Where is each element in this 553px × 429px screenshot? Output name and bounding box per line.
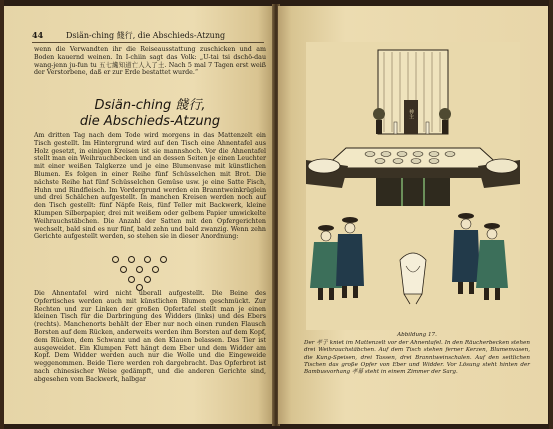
dish-dot xyxy=(160,256,167,263)
caption-text: Der 孝子 kniet im Mattenzelt vor der Ahnentafel. In den Räucherbecken stehen drei Weihrauchstäbchen. Auf dem Tisch stehen ferner Kerzen, Blumenvasen, die Kung-Speisen, drei Tassen, drei Branntweinschalen. Auf den seitlichen Tischen das große Opfer von Eber und Widder. Vor Lösung steht hinten der Bambusvorhang 孝幕 steht in einem Zimmer der Sarg. xyxy=(304,340,530,376)
dish-dot xyxy=(128,256,135,263)
figure-caption xyxy=(304,332,530,376)
dish-dot xyxy=(136,266,143,273)
main-paragraph: Am dritten Tag nach dem Tode wird morgens in das Mattenzelt ein Tisch gestellt. Im Hintergrund wird auf den Tisch eine Ahnentafel aus Holz gesetzt, in einigen Kreisen ist sie mannshoch. Vor die Ahnentafel stellt man ein Weihrauchbecken und an dessen Seiten je einen Leuchter mit einer weißen Talgkerze und je eine Blumenvase mit künstlichen Blumen. Es folgen in einer Reihe fünf Schüsselchen mit Brot. Die nächste Reihe hat fünf Schüsselchen Gemüse usw. je eine Satte Fisch, Huhn und Rindfleisch. Im Vordergrund werden ein Branntweinkrüglein und drei Schälchen aufgestellt. In manchen Kreisen werden noch auf den Tisch gestellt: fünf Näpfe Reis, fünf Teller mit Backwerk, kleine Klumpen Silberpapier, drei mit weißem oder gelbem Papier umwickelte Weihrauchstäbchen. Die Anzahl der Satten mit den Opfergerichten wechselt, bald sind es nur fünf, bald zehn und bald zwanzig. Wenn zehn Gerichte aufgestellt werden, so stehen sie in dieser Anordnung: xyxy=(34,132,266,241)
section-heading-line-1: Dsiän-ching 餞行, xyxy=(94,98,206,113)
ancestor-tablet-text: 神主 xyxy=(408,109,414,119)
section-heading xyxy=(34,98,266,130)
page-number: 44 xyxy=(32,30,44,40)
top-paragraph: wenn die Verwandten ihr die Reiseausstattung zuschicken und am Boden kauernd weinen. In I-chiin sagt das Volk: „U-tai tsi dschö-dau wang-jenn ju-fun tu 五七纔知道亡人入了土. Nach 5 mal 7 Tagen erst weiß der Verstorbene, daß er zur Erde bestattet wurde.“ xyxy=(34,46,266,77)
dish-dot xyxy=(128,276,135,283)
dish-dot xyxy=(144,256,151,263)
dish-dot xyxy=(120,266,127,273)
bottom-paragraph: Die Ahnentafel wird nicht überall aufgestellt. Die Beine des Opfertisches werden auch mit künstlichen Blumen geschmückt. Zur Rechten und zur Linken der großen Opfertafel stellt man je einen kleinen Tisch für die Darbringung des Widders (links) und des Ebers (rechts). Manchenorts behält der Eber nur noch einen runden Flausch Borsten auf dem Rücken, anderweits werden ihm Borsten auf dem Kopf, dem Rücken, dem Schwanz und an den Klauen belassen. Das Tier ist ausgeweidet. Ein Klumpen Fett hängt dem Eber und dem Widder am Kopf. Dem Widder werden auch nur die Wolle und die Eingeweide weggenommen. Beide Tiere werden roh dargebracht. Das Opferbrot ist nach chinesischer Weise gedämpft, und die anderen Gerichte sind, abgesehen vom Backwerk, halbgar xyxy=(34,290,266,383)
boar-offering xyxy=(486,159,518,173)
section-heading-line-2: die Abschieds-Atzung xyxy=(79,114,221,129)
funeral-offering-illustration xyxy=(306,42,520,330)
candle-right xyxy=(426,122,429,134)
left-page xyxy=(4,6,274,424)
dish-dot xyxy=(144,276,151,283)
ram-offering xyxy=(308,159,340,173)
running-head-title: Dsiän-ching 餞行, die Abschieds-Atzung xyxy=(66,31,226,40)
dish-dot xyxy=(112,256,119,263)
right-page xyxy=(278,6,548,424)
dish-dot xyxy=(152,266,159,273)
running-head xyxy=(32,28,264,43)
dish-arrangement-diagram xyxy=(112,256,182,288)
caption-number: Abbildung 17. xyxy=(397,332,437,338)
candle-left xyxy=(394,122,397,134)
